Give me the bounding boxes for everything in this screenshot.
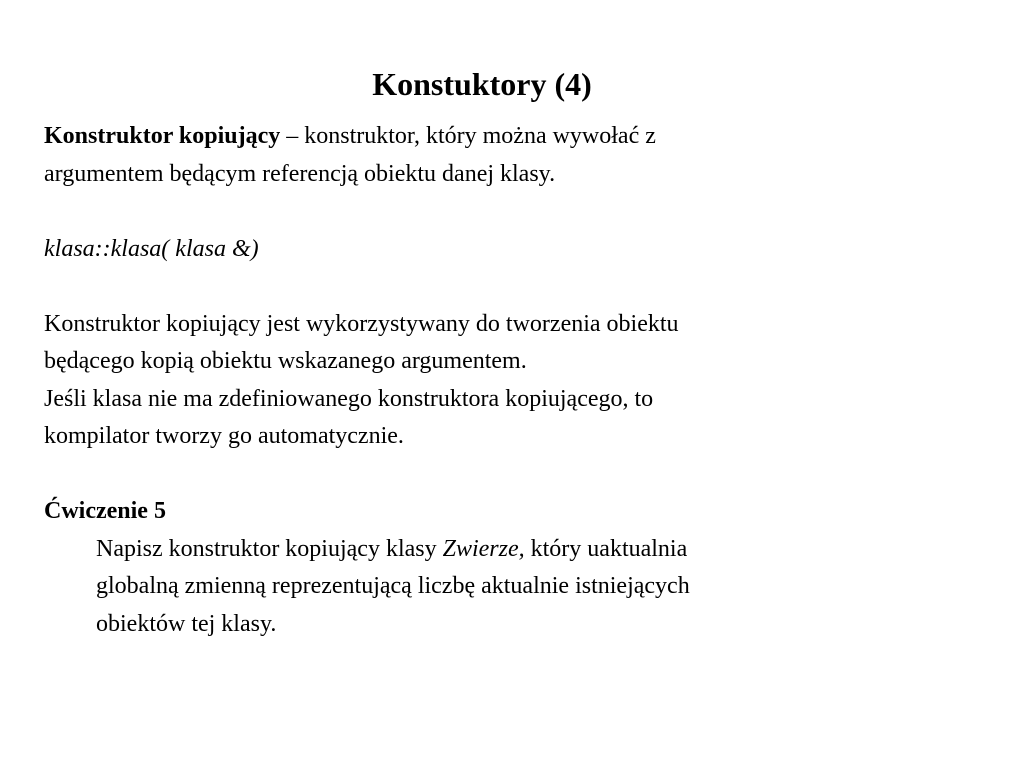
usage-line-3: Jeśli klasa nie ma zdefiniowanego konstruktora kopiującego, to [44,385,654,412]
definition-line-2: argumentem będącym referencją obiektu danej klasy. [44,160,556,187]
exercise-heading: Ćwiczenie 5 [44,498,166,524]
usage-line-2: będącego kopią obiektu wskazanego argumentem. [44,348,527,374]
spacer [44,456,984,494]
usage-line-1: Konstruktor kopiujący jest wykorzystywany do tworzenia obiektu [44,310,679,337]
constructor-signature: klasa::klasa( klasa &) [44,235,259,262]
slide-title: Konstuktory (4) [372,66,592,102]
exercise-line-2: globalną zmienną reprezentującą liczbę aktualnie istniejących [96,573,690,599]
exercise-text-end: który uaktualnia [524,535,688,562]
definition-text: – konstruktor, który można wywołać z [280,123,656,149]
definition-line-1 [44,118,984,156]
definition-term: Konstruktor kopiujący [44,123,281,149]
slide-body [44,118,984,643]
exercise-text-start: Napisz konstruktor kopiujący klasy [96,535,443,562]
exercise-class-name: Zwierze, [442,535,525,562]
usage-line-4: kompilator tworzy go automatycznie. [44,423,404,449]
spacer [44,193,984,231]
exercise-line-3: obiektów tej klasy. [96,610,277,637]
exercise-line-1 [44,531,984,569]
spacer [44,268,984,306]
